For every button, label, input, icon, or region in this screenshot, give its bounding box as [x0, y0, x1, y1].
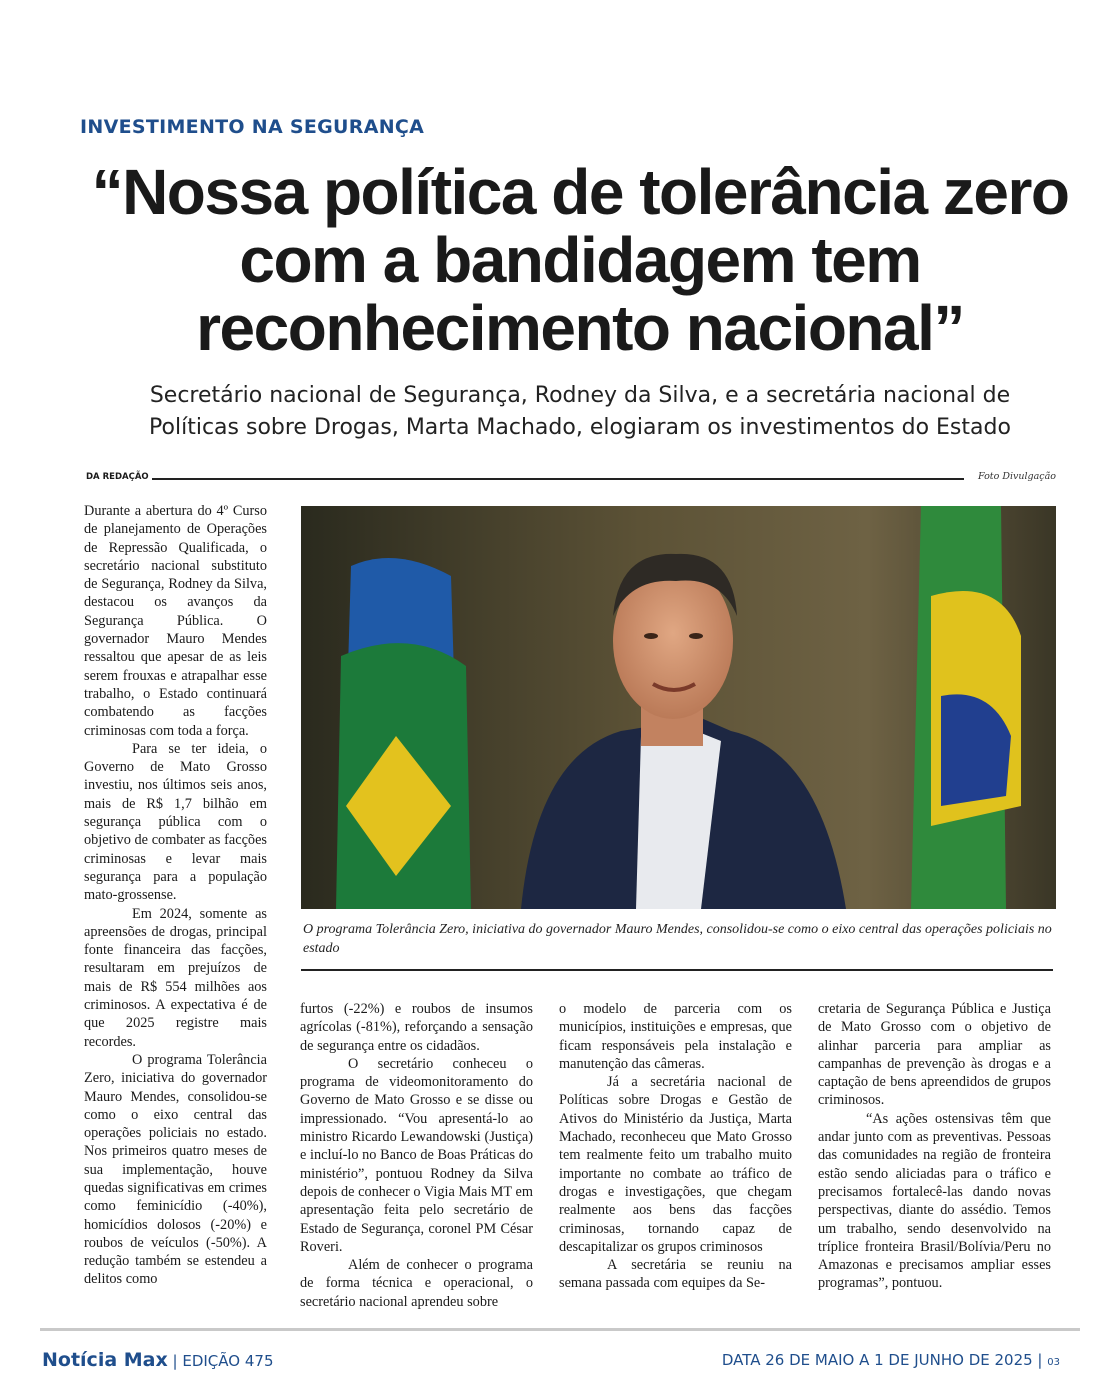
portrait-photo: [301, 506, 1056, 909]
paragraph: A secretária se reuniu na semana passada com equipes da Se-: [559, 1257, 792, 1292]
paragraph: Além de conhecer o programa de forma técnica e operacional, o secretário nacional aprendeu sobre: [300, 1257, 533, 1310]
paragraph: Durante a abertura do 4º Curso de planejamento de Operações de Repressão Qualificada, o secretário nacional substituto de Segurança, Rodney da Silva, destacou os avanços da Segurança Pública. O governador Mauro Mendes ressaltou que apesar de as leis serem frouxas e atrapalhar esse trabalho, o Estado continuará combatendo as facções criminosas com toda a força.: [84, 503, 267, 739]
article-column-1: [84, 502, 267, 1289]
headline-line: reconhecimento nacional”: [196, 292, 964, 364]
byline-divider: [152, 478, 964, 480]
paragraph: Para se ter ideia, o Governo de Mato Grosso investiu, nos últimos seis anos, mais de R$ 1,7 bilhão em segurança pública com o objetivo de combater as facções criminosas e levar mais segurança para a população mato-grossense.: [84, 740, 267, 904]
paragraph: o modelo de parceria com os municípios, instituições e empresas, que ficam responsáveis pela instalação e manutenção das câmeras.: [559, 1001, 792, 1072]
photo-credit: Foto Divulgação: [978, 471, 1056, 482]
paragraph: Já a secretária nacional de Políticas sobre Drogas e Gestão de Ativos do Ministério da Justiça, Marta Machado, reconheceu que Mato Grosso tem realmente feito um trabalho muito importante no combate ao tráfico de drogas e investigações, que chegam realmente aos bens das facções criminosas, tornando capaz de descapitalizar os grupos criminosos: [559, 1074, 792, 1255]
paragraph: “As ações ostensivas têm que andar junto com as preventivas. Pessoas das comunidades na região de fronteira estão sendo aliciadas para o tráfico e precisamos fortalecê-las dando novas perspectivas, diante do assédio. Temos um trabalho, sendo desenvolvido na tríplice fronteira Brasil/Bolívia/Peru no Amazonas e precisamos ampliar esses programas”, pontuou.: [818, 1110, 1051, 1292]
footer-date-block: [722, 1351, 1060, 1369]
headline-line: com a bandidagem tem: [239, 224, 921, 296]
article-column-2: [300, 1000, 533, 1311]
subheadline: [60, 380, 1100, 444]
article-column-3: [559, 1000, 792, 1293]
photo-caption: O programa Tolerância Zero, iniciativa do governador Mauro Mendes, consolidou-se como o eixo central das operações policiais no estado: [303, 922, 1052, 956]
subheadline-line: Secretário nacional de Segurança, Rodney da Silva, e a secretária nacional de: [149, 383, 1011, 408]
byline-row: [86, 470, 1056, 486]
footer-masthead: [42, 1349, 273, 1371]
portrait-photo-icon: [301, 506, 1056, 909]
article-column-4: [818, 1000, 1051, 1293]
paragraph: furtos (-22%) e roubos de insumos agrícolas (-81%), reforçando a sensação de segurança entre os cidadãos.: [300, 1001, 533, 1054]
paragraph: O programa Tolerância Zero, iniciativa do governador Mauro Mendes, consolidou-se como o eixo central das operações policiais no estado. Nos primeiros quatro meses de sua implementação, houve quedas significativas em crimes como feminicídio (-40%), homicídios dolosos (-20%) e roubos de veículos (-50%). A redução também se estendeu a delitos como: [84, 1051, 267, 1288]
caption-divider: [301, 969, 1053, 971]
headline: [60, 158, 1100, 362]
footer-brand: Notícia Max: [42, 1349, 168, 1371]
headline-line: “Nossa política de tolerância zero: [91, 156, 1069, 228]
page-number: 03: [1047, 1357, 1060, 1368]
footer-divider: [40, 1328, 1080, 1331]
footer-date: DATA 26 DE MAIO A 1 DE JUNHO DE 2025 |: [721, 1351, 1043, 1369]
paragraph: O secretário conheceu o programa de videomonitoramento do Governo de Mato Grosso e se disse ou impressionado. “Vou apresentá-lo ao ministro Ricardo Lewandowski (Justiça) e incluí-lo no Banco de Boas Práticas do ministério”, pontuou Rodney da Silva depois de conhecer o Vigia Mais MT em apresentação feita pelo secretário de Estado de Segurança, coronel PM César Roveri.: [300, 1055, 533, 1255]
paragraph: cretaria de Segurança Pública e Justiça de Mato Grosso com o objetivo de alinhar parceria para ampliar as campanhas de prevenção às drogas e a captação de bens apreendidos de grupos criminosos.: [818, 1001, 1051, 1109]
subheadline-line: Políticas sobre Drogas, Marta Machado, elogiaram os investimentos do Estado: [149, 415, 1011, 440]
paragraph: Em 2024, somente as apreensões de drogas, principal fonte financeira das facções, resultaram em prejuízos de mais de R$ 554 milhões aos criminosos. A expectativa é de que 2025 registre mais recordes.: [84, 905, 267, 1050]
section-kicker: INVESTIMENTO NA SEGURANÇA: [80, 116, 425, 138]
byline: DA REDAÇÃO: [86, 472, 149, 482]
footer-edition: | EDIÇÃO 475: [172, 1352, 274, 1370]
